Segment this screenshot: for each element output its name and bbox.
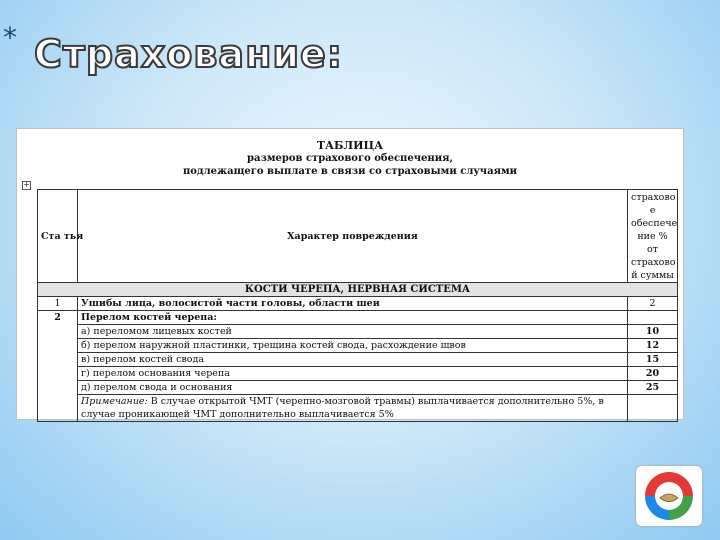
table-row bbox=[38, 367, 678, 381]
row-text: Перелом костей черепа: bbox=[78, 311, 628, 325]
table-heading-title: ТАБЛИЦА bbox=[316, 139, 384, 152]
table-move-handle-icon[interactable]: + bbox=[23, 180, 30, 189]
header-article: Ста тья bbox=[38, 190, 78, 283]
row-value: 20 bbox=[628, 367, 678, 381]
note-label: Примечание: bbox=[81, 396, 148, 407]
header-percent-sum: страхово е обеспече ние % от страхово й суммы bbox=[628, 190, 678, 283]
row-value: 2 bbox=[628, 297, 678, 311]
table-note-row bbox=[38, 395, 678, 422]
title-bullet: * bbox=[3, 21, 17, 54]
slide-title: Страхование: bbox=[34, 32, 343, 76]
row-text: в) перелом костей свода bbox=[78, 353, 628, 367]
row-value: 25 bbox=[628, 381, 678, 395]
row-value: 15 bbox=[628, 353, 678, 367]
row-text: Ушибы лица, волосистой части головы, области шеи bbox=[78, 297, 628, 311]
table-heading-subtitle-1: размеров страхового обеспечения, bbox=[246, 153, 454, 164]
table-heading bbox=[17, 139, 683, 178]
row-value: 10 bbox=[628, 325, 678, 339]
row-text: д) перелом свода и основания bbox=[78, 381, 628, 395]
table-row bbox=[38, 311, 678, 325]
table-row bbox=[38, 353, 678, 367]
table-heading-subtitle-2: подлежащего выплате в связи со страховыми случаями bbox=[182, 166, 518, 177]
row-text: а) переломом лицевых костей bbox=[78, 325, 628, 339]
table-row bbox=[38, 325, 678, 339]
table-row bbox=[38, 339, 678, 353]
organization-logo-icon bbox=[636, 466, 702, 526]
row-number: 1 bbox=[38, 297, 78, 311]
table-row bbox=[38, 381, 678, 395]
insurance-table bbox=[37, 189, 678, 422]
note-text: В случае открытой ЧМТ (черепно-мозговой травмы) выплачивается дополнительно 5%, в случае проникающей ЧМТ дополнительно выплачивается 5% bbox=[81, 396, 604, 420]
table-header-row bbox=[38, 190, 678, 283]
row-text: г) перелом основания черепа bbox=[78, 367, 628, 381]
table-row bbox=[38, 297, 678, 311]
row-number: 2 bbox=[38, 311, 78, 422]
row-value: 12 bbox=[628, 339, 678, 353]
table-note bbox=[78, 395, 628, 422]
section-row bbox=[38, 283, 678, 297]
section-title: КОСТИ ЧЕРЕПА, НЕРВНАЯ СИСТЕМА bbox=[38, 283, 678, 297]
row-text: б) перелом наружной пластинки, трещина костей свода, расхождение швов bbox=[78, 339, 628, 353]
row-value bbox=[628, 311, 678, 325]
row-value bbox=[628, 395, 678, 422]
document-image bbox=[16, 128, 684, 420]
header-injury-type: Характер повреждения bbox=[78, 190, 628, 283]
